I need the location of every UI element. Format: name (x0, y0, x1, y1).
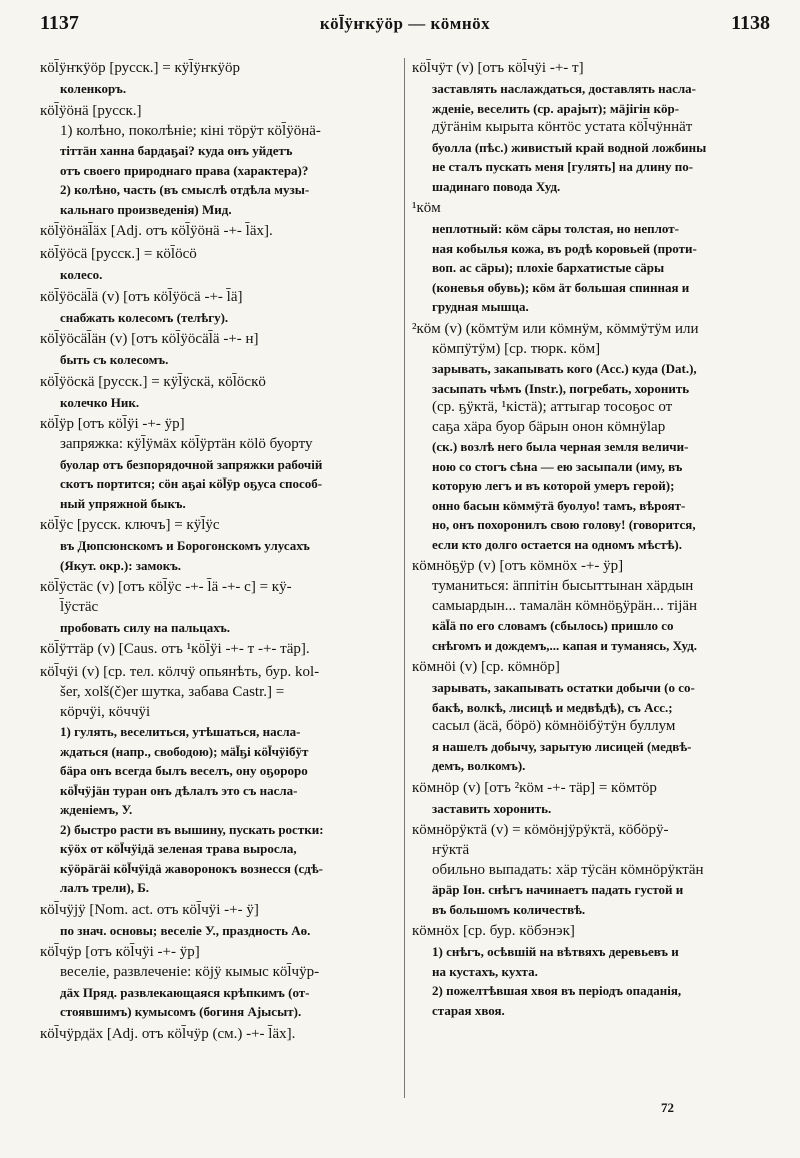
entry-line: колесо. (60, 267, 103, 282)
left-page-number: 1137 (40, 12, 79, 34)
entry-line: запряжка: кÿl̄ÿмäх кöl̄ÿртäн кölö буорту (60, 436, 313, 452)
running-headword: кöl̄ÿҥкÿöр — кöмнöх (319, 14, 491, 33)
entry-line: зарывать, закапывать остатки добычи (о со- (432, 680, 695, 695)
entry-line: жденіемъ, У. (60, 802, 133, 817)
entry-line: отъ своего природнаго права (характера)? (60, 162, 309, 178)
entry-headword: кöl̄чÿјÿ [Nom. act. отъ кöl̄чÿі -+- ÿ] (40, 901, 259, 918)
entry-line: ждаться (напр., свободою); мäl̄ҕі кöl̄чÿібÿт (60, 743, 309, 759)
right-column (412, 58, 776, 1022)
entry-headword: кöl̄чÿрдäх [Adj. отъ кöl̄чÿр (см.) -+- l̄äх]. (40, 1025, 296, 1042)
entry-line: l̄ÿстäс (60, 599, 99, 615)
entry-line: веселіе, развлеченіе: кöјÿ кымыс кöl̄чÿр- (60, 964, 320, 980)
entry-headword: кöl̄ÿöнäl̄äх [Adj. отъ кöl̄ÿöнä -+- l̄äх]. (40, 223, 273, 239)
entry-line: онно басын кöммÿтä буолуо! тамъ, вѣроят- (432, 497, 686, 513)
entry-line: заставлять наслаждаться, доставлять насла- (432, 81, 696, 96)
entry-headword: кöмнöрÿктä (v) = кöмöнjÿрÿктä, кöбöрÿ- (412, 822, 669, 838)
entry-line: пробовать силу на пальцахъ. (60, 619, 231, 635)
entry-line: (Якут. окр.): замокъ. (60, 557, 182, 573)
entry-line: буолла (пѣс.) живистый край водной ложбины (432, 139, 707, 155)
entry-line: я нашелъ добычу, зарытую лисицей (медвѣ- (432, 738, 692, 754)
entry-line: если кто долго остается на одномъ мѣстѣ). (432, 536, 682, 552)
entry-line: стоявшимъ) кумысомъ (богиня Ajысыт). (60, 1004, 302, 1019)
entry-line: 2) быстро расти въ вышину, пускать ростки: (60, 821, 324, 837)
entry-line: кäl̄ä по его словамъ (сбылось) пришло со (432, 618, 674, 633)
dictionary-entry (412, 319, 776, 555)
entry-headword: кöl̄ÿöсäl̄ä (v) [отъ кöl̄ÿöсä -+- l̄ä] (40, 288, 243, 305)
entry-line: ною со стогъ сѣна — ею засыпали (иму, въ (432, 458, 683, 474)
dictionary-entry (40, 900, 396, 941)
entry-headword: кöl̄ÿстäс (v) [отъ кöl̄ÿс -+- l̄ä -+- с] = кÿ- (40, 579, 292, 595)
page-header (40, 12, 770, 42)
entry-line: бäра онъ всегда былъ веселъ, ону оҕороро (60, 763, 308, 778)
dictionary-entry (40, 414, 396, 513)
entry-line: кöмпÿтÿм) [ср. тюрк. кöм] (432, 340, 601, 357)
entry-headword: кöмнöр (v) [отъ ²кöм -+- тäр] = кöмтöр (412, 779, 657, 796)
entry-line: но, онъ похоронилъ свою голову! (говорится, (432, 517, 696, 532)
entry-line: кÿöрäгäі кöl̄чÿідä жаворонокъ вознесся (сдѣ- (60, 860, 323, 876)
entry-line: дÿгäнім кырыта кöнтöс устата кöl̄чÿннäт (432, 119, 693, 135)
entry-line: скотъ портится; сöн аҕаі кöl̄ÿр оҕуса способ- (60, 476, 323, 491)
entry-line: неплотный: кöм сäры толстая, но неплот- (432, 221, 679, 236)
entry-line: зарывать, закапывать кого (Acc.) куда (Dat.), (432, 361, 697, 376)
dictionary-entry (412, 556, 776, 655)
entry-line: (ср. ҕÿктä, ¹кістä); аттыгар тосоҕос от (432, 399, 673, 415)
dictionary-entry (40, 287, 396, 328)
entry-line: туманиться: äппітін бысыттынан хäрдын (432, 578, 694, 594)
entry-line: ная кобылья кожа, въ родѣ коровьей (проти- (432, 240, 697, 256)
entry-headword: кöмнöҕÿр (v) [отъ кöмнöх -+- ÿр] (412, 558, 624, 574)
entry-line: заставить хоронить. (432, 800, 552, 816)
dictionary-entry (412, 921, 776, 1020)
dictionary-entry (412, 58, 776, 196)
entry-line: по знач. основы; веселіе У., праздность Аө. (60, 922, 311, 938)
entry-line: въ большомъ количествѣ. (432, 901, 586, 917)
entry-line: кÿöх от кöl̄чÿідä зеленая трава выросла, (60, 841, 297, 856)
dictionary-entry (40, 329, 396, 370)
dictionary-entry (412, 820, 776, 919)
dictionary-entry (40, 639, 396, 660)
entry-line: быть съ колесомъ. (60, 352, 169, 367)
entry-line: засыпать чѣмъ (Instr.), погребать, хоронить (432, 380, 690, 396)
dictionary-entry (40, 577, 396, 637)
entry-line: кöl̄чÿјäн туран онъ дѣлалъ это съ насла- (60, 782, 298, 798)
entry-line: (ск.) возлѣ него была черная земля величи- (432, 439, 689, 454)
dictionary-entry (412, 778, 776, 819)
entry-line: воп. ас сäры); плохіе бархатистые сäры (432, 260, 665, 275)
entry-line: лалъ трели), Б. (60, 880, 150, 895)
dictionary-entry (40, 515, 396, 575)
entry-line: сасыл (äсä, бöрö) кöмнöібÿтÿн буллум (432, 718, 676, 734)
entry-line: ный упряжной быкъ. (60, 495, 186, 511)
entry-line: самыардын... тамалäн кöмнöҕÿрäн... тіјäн (432, 597, 698, 614)
dictionary-entry (40, 942, 396, 1022)
entry-headword: ¹кöм (412, 200, 441, 216)
dictionary-entry (40, 372, 396, 413)
entry-line: шадинаго повода Худ. (432, 178, 561, 194)
sheet-number: 72 (661, 1100, 674, 1115)
entry-headword: кöl̄ÿс [русск. ключъ] = кÿl̄ÿс (40, 517, 220, 533)
entry-headword: кöl̄чÿт (v) [отъ кöl̄чÿі -+- т] (412, 60, 584, 76)
entry-line: тіттäн ханна бардаҕаі? куда онъ уйдетъ (60, 143, 293, 158)
dictionary-entry (40, 221, 396, 242)
entry-line: которую легъ и въ которой умеръ герой); (432, 478, 675, 493)
dictionary-entry (40, 662, 396, 898)
entry-line: снѣгомъ и дождемъ,... капая и туманясь, Худ. (432, 637, 698, 653)
entry-headword: кöl̄ÿöсä [русск.] = кöl̄öсö (40, 246, 197, 262)
entry-line: дäх Пряд. развлекающаяся крѣпкимъ (от- (60, 984, 310, 1000)
entry-line: грудная мышца. (432, 299, 529, 314)
entry-headword: кöl̄чÿр [отъ кöl̄чÿі -+- ÿр] (40, 944, 200, 960)
entry-line: šer, xolš(č)er шутка, забава Castr.] = (60, 684, 285, 700)
entry-headword: кöl̄ÿöсäl̄äн (v) [отъ кöl̄ÿöсäl̄ä -+- н] (40, 331, 259, 347)
entry-headword: кöl̄ÿöскä [русск.] = кÿl̄ÿскä, кöl̄öскö (40, 373, 266, 390)
column-divider (404, 58, 405, 1098)
entry-line: ҥÿктä (432, 842, 470, 858)
entry-line: 1) гулять, веселиться, утѣшаться, насла- (60, 724, 301, 739)
dictionary-entry (412, 198, 776, 317)
entry-headword: кöмнöі (v) [ср. кöмнöр] (412, 659, 560, 675)
entry-line: колечко Ник. (60, 394, 140, 410)
entry-headword: кöl̄чÿі (v) [ср. тел. кöлчÿ опьянѣть, бур. kol- (40, 664, 320, 680)
entry-line: жденіе, веселить (ср. арајыт); мäјігін кöр- (432, 100, 680, 116)
entry-line: äрäр Іон. снѣгъ начинаетъ падать густой и (432, 882, 684, 897)
entry-line: 1) снѣгъ, осѣвшій на вѣтвяхъ деревьевъ и (432, 944, 679, 959)
dictionary-entry (40, 244, 396, 285)
entry-line: не сталъ пускать меня [гулять] на длину по- (432, 159, 694, 174)
entry-headword: кöмнöх [ср. бур. кöбэнэк] (412, 923, 575, 939)
entry-line: бакѣ, волкѣ, лисицѣ и медвѣдѣ), съ Acc.; (432, 699, 673, 715)
dictionary-entry (40, 58, 396, 99)
dictionary-entry (40, 101, 396, 220)
entry-headword: кöl̄ÿр [отъ кöl̄ÿі -+- ÿр] (40, 416, 185, 432)
dictionary-entry (40, 1024, 396, 1045)
entry-line: кальнаго произведенія) Мид. (60, 201, 232, 217)
entry-headword: ²кöм (v) (кöмтÿм или кöмнÿм, кöммÿтÿм или (412, 320, 699, 337)
entry-line: (коневья обувь); кöм äт большая спинная и (432, 279, 690, 295)
left-column (40, 58, 396, 1047)
dictionary-entry (412, 657, 776, 776)
entry-line: демъ, волкомъ). (432, 758, 526, 773)
entry-line: 2) пожелтѣвшая хвоя въ періодъ опаданія, (432, 983, 682, 998)
entry-line: 2) колѣно, часть (въ смыслѣ отдѣла музы- (60, 182, 310, 197)
entry-headword: кöl̄ÿҥкÿöр [русск.] = кÿl̄ÿҥкÿöр (40, 60, 241, 76)
entry-line: обильно выпадать: хäр тÿсäн кöмнöрÿктäн (432, 861, 704, 878)
entry-line: кöрчÿі, кöччÿі (60, 703, 151, 720)
entry-line: буолар отъ безпорядочной запряжки рабочій (60, 456, 323, 472)
entry-line: саҕа хäра буор бäрын онон кöмнÿlар (432, 418, 666, 435)
entry-headword: кöl̄ÿöнä [русск.] (40, 102, 142, 119)
entry-line: снабжать колесомъ (телѣгу). (60, 309, 229, 325)
entry-line: 1) колѣно, поколѣніе; кіні тöрÿт кöl̄ÿöнä- (60, 122, 321, 139)
entry-line: коленкоръ. (60, 81, 127, 96)
entry-headword: кöl̄ÿттäр (v) [Caus. отъ ¹кöl̄ÿі -+- т -+- тäр]. (40, 641, 310, 657)
entry-line: на кустахъ, кухта. (432, 963, 538, 979)
entry-line: старая хвоя. (432, 1002, 505, 1018)
right-page-number: 1138 (731, 12, 770, 34)
entry-line: въ Дюпсюнскомъ и Борогонскомъ улусахъ (60, 538, 310, 553)
